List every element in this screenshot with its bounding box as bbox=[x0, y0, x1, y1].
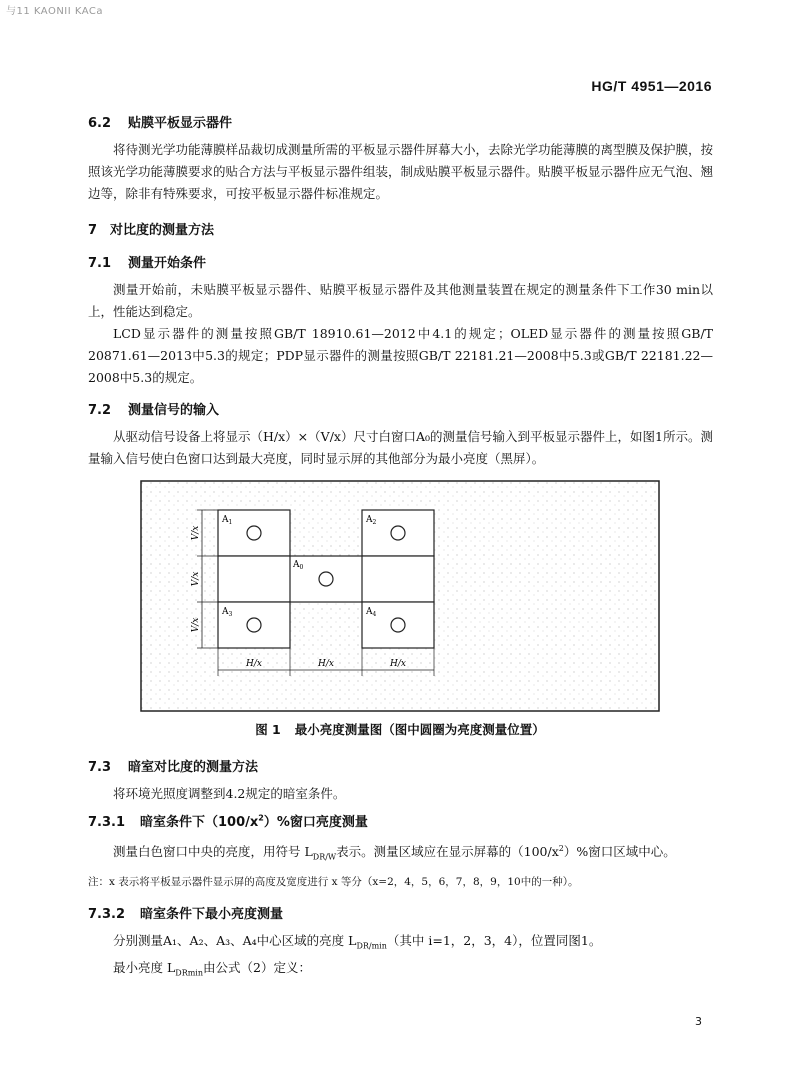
heading-title-sup: 2 bbox=[258, 813, 264, 823]
paragraph-7-1-a: 测量开始前，未贴膜平板显示器件、贴膜平板显示器件及其他测量装置在规定的测量条件下工作30 min以上，性能达到稳定。 bbox=[88, 282, 713, 319]
paragraph-6-2: 将待测光学功能薄膜样品裁切成测量所需的平板显示器件屏幕大小，去除光学功能薄膜的离型膜及保护膜，按照该光学功能薄膜要求的贴合方法与平板显示器件组装，制成贴膜平板显示器件。贴膜平板显示器件应无气泡、翘边等，除非有特殊要求，可按平板显示器件标准规定。 bbox=[88, 142, 714, 201]
heading-title: 测量开始条件 bbox=[128, 256, 207, 271]
heading-title: 暗室对比度的测量方法 bbox=[128, 760, 259, 775]
measure-circle-a2 bbox=[391, 526, 405, 540]
heading-number: 7.1 bbox=[88, 256, 112, 271]
paragraph-7-2: 从驱动信号设备上将显示（H/x）×（V/x）尺寸白窗口A₀的测量信号输入到平板显示器件上，如图1所示。测量输入信号使白色窗口达到最大亮度，同时显示屏的其他部分为最小亮度（黑屏）。 bbox=[88, 429, 713, 466]
dim-label-h3: H/x bbox=[390, 659, 406, 669]
heading-7-3 bbox=[88, 756, 713, 775]
dim-label-v1: V/x bbox=[191, 525, 201, 541]
symbol-superscript: 2 bbox=[558, 844, 564, 853]
min-luminance-diagram bbox=[140, 480, 660, 712]
text-run: 测量白色窗口中央的亮度，用符号 L bbox=[113, 844, 313, 860]
page-number: 3 bbox=[695, 1015, 702, 1028]
text-run: 分别测量A₁、A₂、A₃、A₄中心区域的亮度 L bbox=[113, 932, 357, 948]
heading-title: 对比度的测量方法 bbox=[110, 223, 215, 238]
dim-label-v2: V/x bbox=[191, 571, 201, 587]
figure-1 bbox=[140, 480, 660, 738]
caption-text: 最小亮度测量图（图中圆圈为亮度测量位置） bbox=[294, 722, 545, 737]
measure-circle-a4 bbox=[391, 618, 405, 632]
dim-label-v3: V/x bbox=[191, 617, 201, 633]
paragraph-7-3-2-b bbox=[88, 957, 713, 985]
heading-number: 7.2 bbox=[88, 403, 112, 418]
heading-number: 7.3 bbox=[88, 760, 112, 775]
symbol-subscript: DR/W bbox=[312, 852, 337, 862]
watermark-text: 与11 KAONII KACa bbox=[6, 6, 104, 17]
measure-circle-a3 bbox=[247, 618, 261, 632]
figure-caption bbox=[140, 720, 660, 738]
heading-number: 6.2 bbox=[88, 116, 112, 131]
label-a1: $A_1$ bbox=[222, 515, 233, 526]
note-7-3-1: 注：x 表示将平板显示器件显示屏的高度及宽度进行 x 等分（x=2，4，5，6，7，8，9，10中的一种）。 bbox=[88, 875, 579, 888]
heading-number: 7 bbox=[88, 223, 98, 238]
heading-title: 暗室条件下最小亮度测量 bbox=[140, 906, 284, 922]
heading-7-3-1 bbox=[88, 811, 713, 830]
heading-title: 贴膜平板显示器件 bbox=[128, 116, 233, 131]
symbol-subscript: DR/min bbox=[356, 941, 387, 951]
paragraph-7-3-2-a bbox=[88, 930, 713, 958]
paragraph-7-3: 将环境光照度调整到4.2规定的暗室条件。 bbox=[113, 786, 346, 801]
text-run: 表示。测量区域应在显示屏幕的（100/x bbox=[336, 844, 559, 860]
caption-number: 图 1 bbox=[255, 722, 281, 737]
measure-circle-a0 bbox=[319, 572, 333, 586]
heading-7 bbox=[88, 219, 713, 238]
dim-label-h2: H/x bbox=[318, 659, 334, 669]
text-run: ）%窗口区域中心。 bbox=[563, 844, 676, 860]
heading-title-part: ）%窗口亮度测量 bbox=[263, 815, 368, 830]
heading-7-3-2 bbox=[88, 903, 713, 922]
measure-circle-a1 bbox=[247, 526, 261, 540]
label-a3: $A_3$ bbox=[222, 607, 233, 618]
dim-label-h1: H/x bbox=[246, 659, 262, 669]
heading-number: 7.3.1 bbox=[88, 815, 126, 830]
document-body bbox=[88, 112, 713, 985]
label-a4: $A_4$ bbox=[366, 607, 377, 618]
heading-6-2 bbox=[88, 112, 713, 131]
symbol-subscript: DRmin bbox=[175, 968, 204, 978]
label-a2: $A_2$ bbox=[366, 515, 377, 526]
text-run: 最小亮度 L bbox=[113, 960, 176, 976]
label-a0: $A_0$ bbox=[293, 560, 304, 571]
text-run: （其中 i=1，2，3，4），位置同图1。 bbox=[386, 932, 602, 948]
heading-title: 测量信号的输入 bbox=[128, 403, 220, 418]
heading-number: 7.3.2 bbox=[88, 906, 126, 922]
standard-code: HG/T 4951—2016 bbox=[591, 78, 712, 94]
heading-7-1 bbox=[88, 252, 713, 271]
text-run: 由公式（2）定义： bbox=[203, 960, 311, 976]
paragraph-7-1-b: LCD显示器件的测量按照GB/T 18910.61—2012中4.1的规定；OLED显示器件的测量按照GB/T 20871.61—2013中5.3的规定；PDP显示器件的测量按照GB/T 22181.21—2008中5.3或GB/T 22181.22—2008中5.3的规定。 bbox=[88, 326, 713, 385]
heading-title-part: 暗室条件下（100/x bbox=[140, 815, 259, 830]
heading-7-2 bbox=[88, 399, 713, 418]
paragraph-7-3-1 bbox=[88, 838, 713, 869]
